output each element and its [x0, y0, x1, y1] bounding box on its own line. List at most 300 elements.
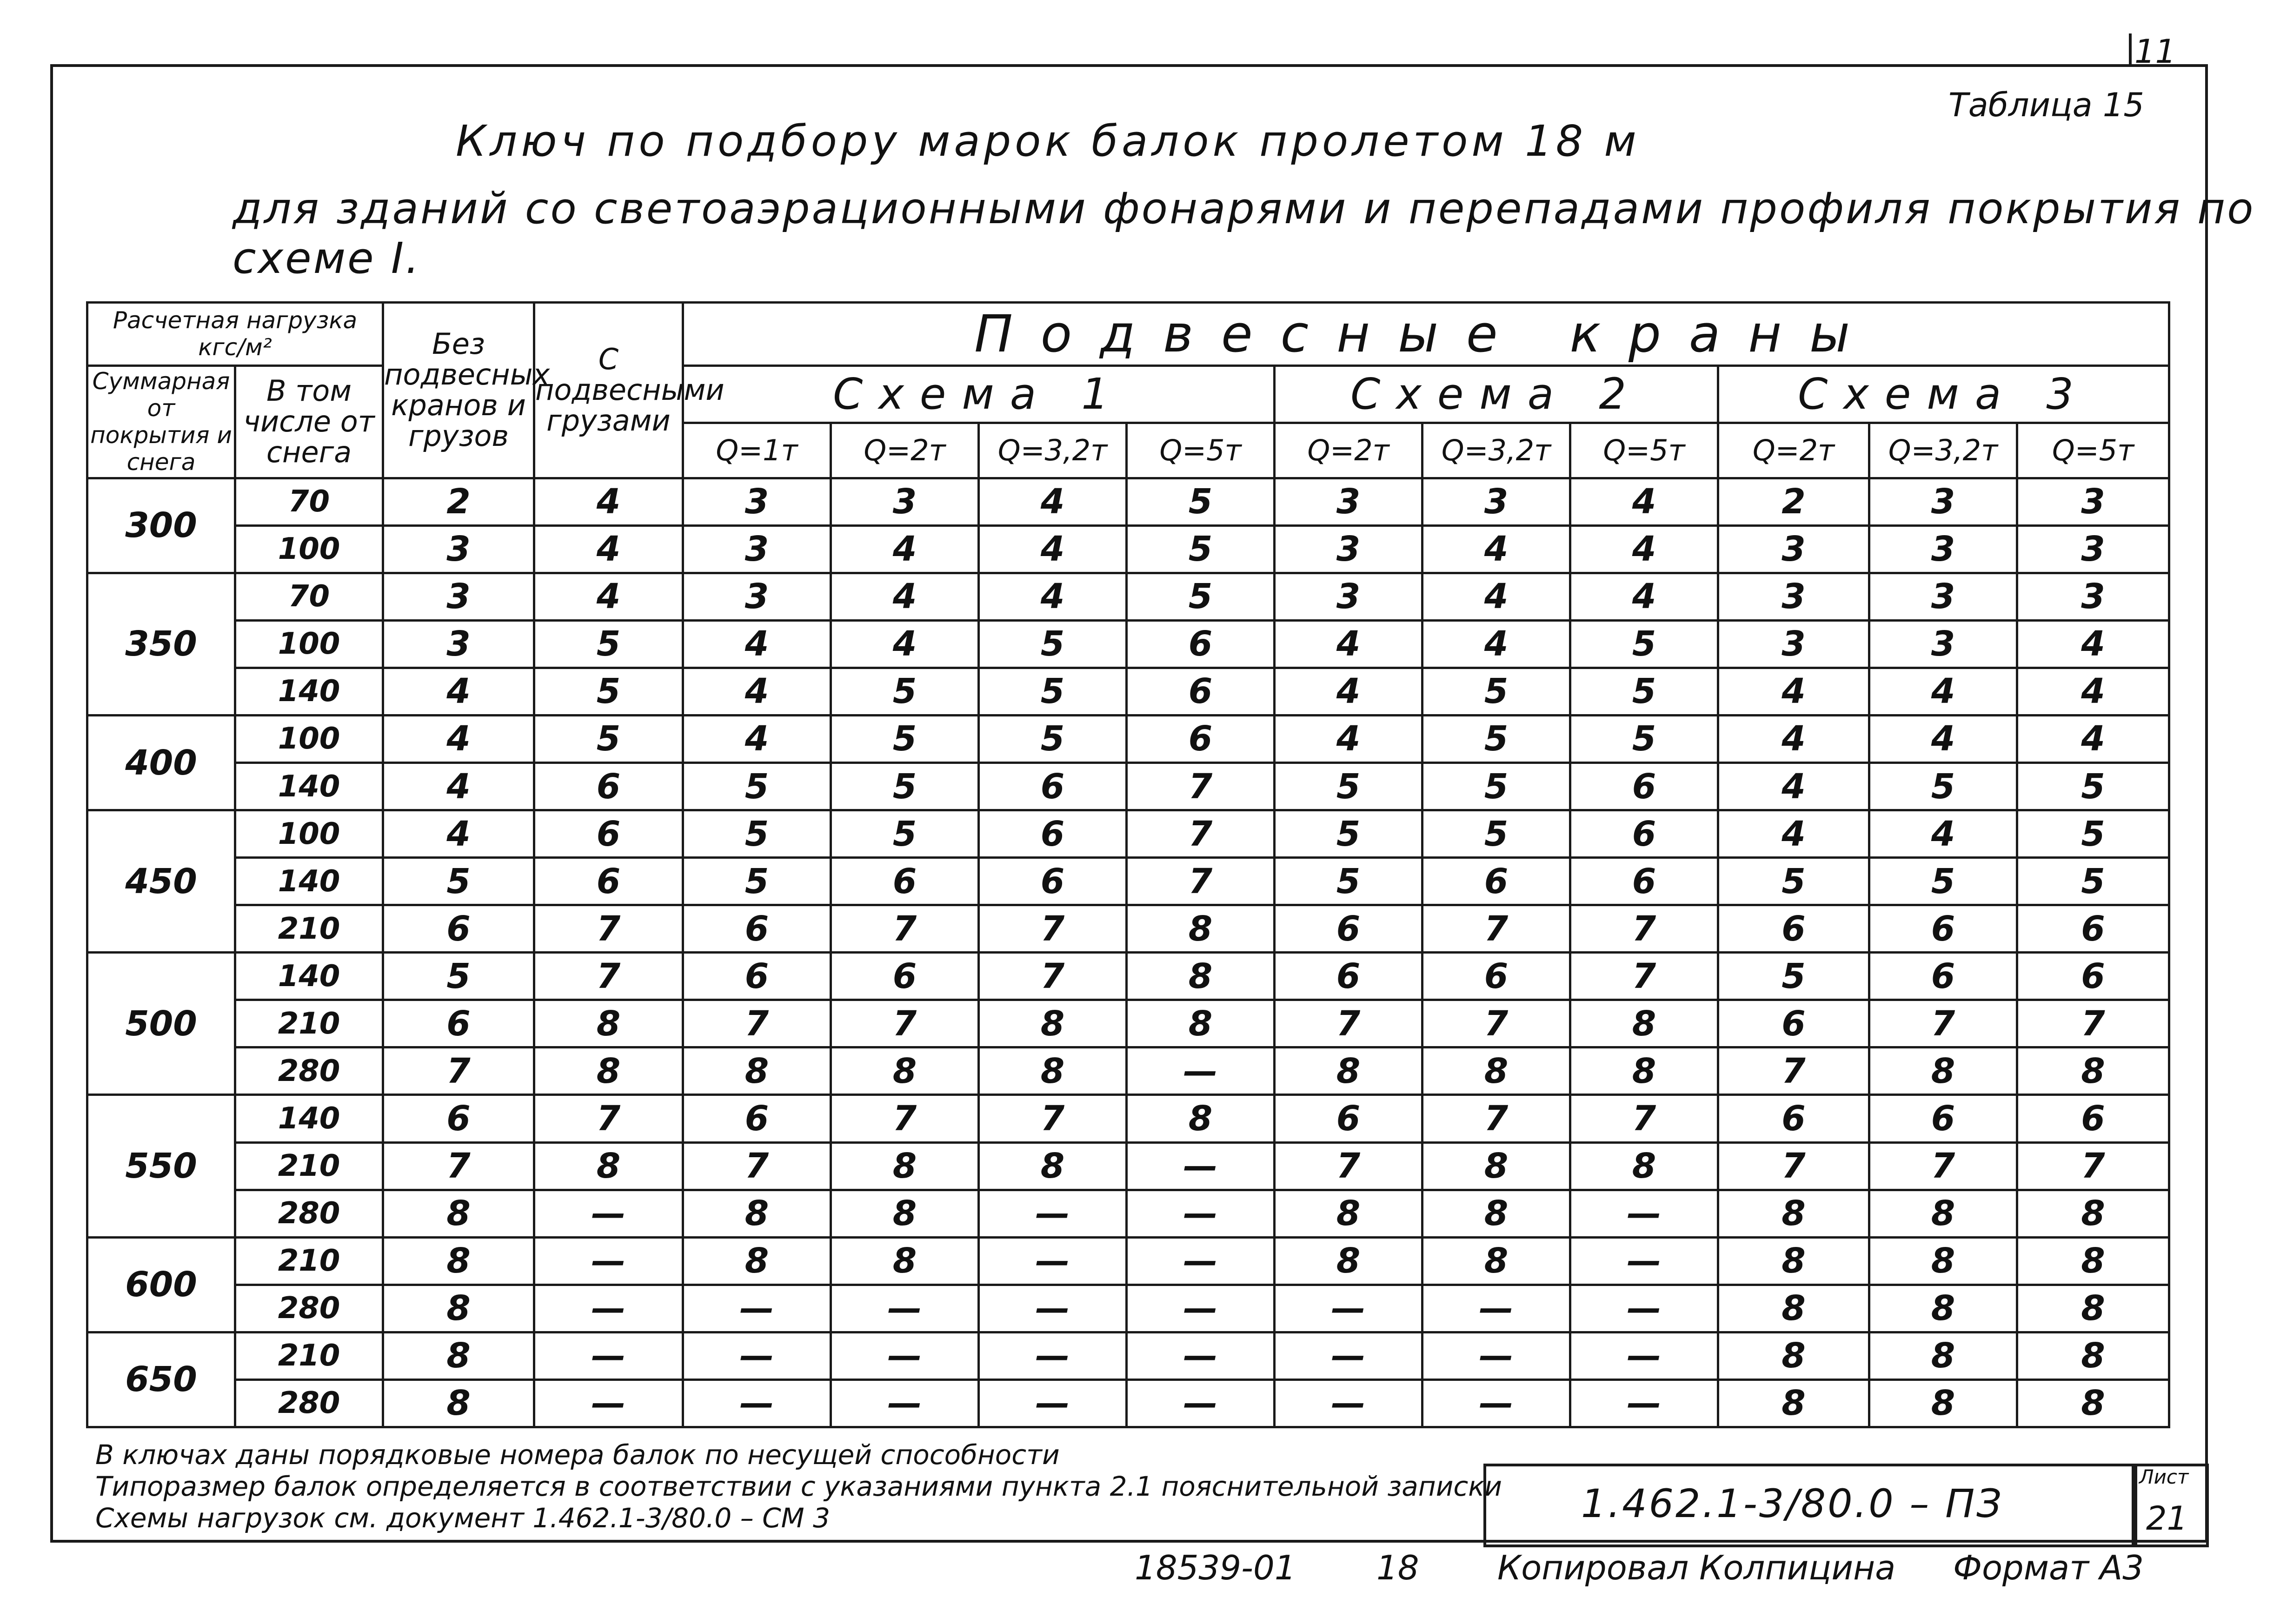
beam-number-cell: —	[831, 1285, 979, 1332]
beam-number-cell: 8	[1869, 1379, 2017, 1427]
beam-number-cell: 7	[1718, 1142, 1869, 1190]
beam-number-cell: 7	[1275, 1000, 1423, 1047]
total-load-cell: 650	[87, 1332, 235, 1427]
beam-number-cell: 5	[683, 858, 831, 905]
beam-number-cell: 6	[1423, 953, 1570, 1000]
beam-number-cell: 8	[1127, 1000, 1275, 1047]
beam-number-cell: 5	[1423, 810, 1570, 858]
beam-number-cell: 7	[831, 1000, 979, 1047]
beam-number-cell: 3	[2017, 478, 2169, 525]
note-line-3: Схемы нагрузок см. документ 1.462.1-3/80.0 – СМ 3	[95, 1502, 831, 1534]
beam-number-cell: 8	[1718, 1332, 1869, 1379]
table-row	[87, 1142, 2169, 1190]
beam-number-cell: 5	[1718, 858, 1869, 905]
snow-load-cell: 140	[235, 953, 383, 1000]
beam-number-cell: —	[1570, 1237, 1718, 1285]
beam-number-cell: 6	[683, 905, 831, 953]
beam-number-cell: 4	[1423, 620, 1570, 668]
scheme-3-header: Схема 3	[1718, 365, 2169, 423]
beam-number-cell: 8	[1423, 1190, 1570, 1237]
snow-load-cell: 100	[235, 715, 383, 762]
total-load-cell: 400	[87, 715, 235, 810]
snow-load-cell: 100	[235, 525, 383, 573]
snow-load-cell: 210	[235, 1142, 383, 1190]
beam-number-cell: 4	[979, 478, 1127, 525]
beam-number-cell: —	[534, 1190, 683, 1237]
beam-number-cell: 7	[1127, 858, 1275, 905]
beam-number-cell: 7	[979, 905, 1127, 953]
beam-number-cell: —	[831, 1332, 979, 1379]
beam-number-cell: 6	[683, 953, 831, 1000]
beam-number-cell: 6	[1275, 1095, 1423, 1142]
beam-number-cell: 8	[1275, 1237, 1423, 1285]
beam-number-cell: 6	[2017, 1095, 2169, 1142]
beam-number-cell: 8	[979, 1142, 1127, 1190]
beam-number-cell: —	[1570, 1190, 1718, 1237]
beam-number-cell: 4	[831, 525, 979, 573]
beam-number-cell: 5	[1570, 620, 1718, 668]
beam-number-cell: 7	[534, 1095, 683, 1142]
beam-number-cell: 8	[1423, 1142, 1570, 1190]
beam-number-cell: 8	[1718, 1285, 1869, 1332]
beam-number-cell: 6	[831, 953, 979, 1000]
beam-number-cell: 5	[1570, 668, 1718, 715]
beam-number-cell: 4	[1275, 668, 1423, 715]
beam-number-cell: 8	[683, 1237, 831, 1285]
beam-number-cell: 3	[1423, 478, 1570, 525]
beam-number-cell: 7	[1127, 763, 1275, 810]
beam-number-cell: 4	[1718, 763, 1869, 810]
beam-number-cell: 4	[383, 668, 534, 715]
total-load-cell: 600	[87, 1237, 235, 1332]
snow-load-cell: 210	[235, 1000, 383, 1047]
beam-number-cell: 8	[534, 1047, 683, 1095]
beam-number-cell: 7	[383, 1142, 534, 1190]
notes	[95, 1439, 1502, 1534]
table-row	[87, 1379, 2169, 1427]
snow-load-cell: 140	[235, 763, 383, 810]
beam-number-cell: —	[1275, 1379, 1423, 1427]
table-body	[87, 303, 2169, 1427]
beam-number-cell: 6	[683, 1095, 831, 1142]
beam-number-cell: 5	[1718, 953, 1869, 1000]
beam-number-cell: 3	[2017, 573, 2169, 620]
beam-number-cell: 3	[1869, 525, 2017, 573]
beam-number-cell: 5	[1423, 763, 1570, 810]
beam-number-cell: 8	[1275, 1047, 1423, 1095]
header-row-1	[87, 303, 2169, 366]
beam-number-cell: 6	[1423, 858, 1570, 905]
beam-number-cell: 5	[831, 668, 979, 715]
beam-number-cell: 6	[1869, 1095, 2017, 1142]
beam-number-cell: —	[534, 1379, 683, 1427]
beam-number-cell: —	[1127, 1237, 1275, 1285]
snow-load-cell: 140	[235, 858, 383, 905]
beam-number-cell: 4	[979, 525, 1127, 573]
beam-number-cell: 8	[383, 1285, 534, 1332]
beam-number-cell: 4	[683, 668, 831, 715]
beam-number-cell: 3	[383, 525, 534, 573]
beam-number-cell: 6	[2017, 905, 2169, 953]
beam-number-cell: 4	[1869, 668, 2017, 715]
beam-number-cell: 6	[979, 810, 1127, 858]
table-row	[87, 1190, 2169, 1237]
beam-number-cell: 7	[979, 1095, 1127, 1142]
beam-number-cell: —	[1127, 1379, 1275, 1427]
beam-number-cell: 6	[979, 858, 1127, 905]
beam-number-cell: 8	[383, 1237, 534, 1285]
beam-number-cell: 4	[383, 763, 534, 810]
beam-number-cell: 8	[534, 1000, 683, 1047]
beam-number-cell: 8	[683, 1047, 831, 1095]
beam-number-cell: 5	[383, 858, 534, 905]
beam-number-cell: —	[1423, 1379, 1570, 1427]
beam-number-cell: 6	[1718, 1000, 1869, 1047]
beam-number-cell: 6	[383, 1095, 534, 1142]
beam-number-cell: 6	[979, 763, 1127, 810]
beam-number-cell: 5	[831, 810, 979, 858]
beam-number-cell: 8	[831, 1047, 979, 1095]
beam-number-cell: 5	[831, 763, 979, 810]
beam-number-cell: 4	[1570, 573, 1718, 620]
beam-number-cell: 2	[1718, 478, 1869, 525]
load-header: Расчетная нагрузка кгс/м²	[87, 303, 383, 366]
scheme-1-header: Схема 1	[683, 365, 1275, 423]
total-load-cell: 300	[87, 478, 235, 573]
beam-number-cell: 6	[534, 810, 683, 858]
beam-number-cell: 8	[2017, 1237, 2169, 1285]
with-crane-header: С подвесными грузами	[534, 303, 683, 478]
document-code: 1.462.1-3/80.0 – ПЗ	[1581, 1481, 2004, 1526]
table-row	[87, 858, 2169, 905]
beam-number-cell: —	[683, 1379, 831, 1427]
beam-number-cell: 8	[1423, 1047, 1570, 1095]
beam-number-cell: —	[683, 1285, 831, 1332]
beam-number-cell: 4	[1718, 668, 1869, 715]
beam-number-cell: 7	[1570, 953, 1718, 1000]
beam-number-cell: 5	[2017, 858, 2169, 905]
cranes-header: Подвесные краны	[683, 303, 2169, 366]
beam-number-cell: 8	[1718, 1190, 1869, 1237]
beam-number-cell: —	[1423, 1285, 1570, 1332]
beam-number-cell: 8	[1869, 1332, 2017, 1379]
beam-number-cell: 6	[1275, 905, 1423, 953]
note-line-1: В ключах даны порядковые номера балок по несущей способности	[95, 1439, 1060, 1471]
beam-number-cell: 5	[1423, 668, 1570, 715]
beam-number-cell: 7	[1570, 905, 1718, 953]
beam-number-cell: 5	[1127, 573, 1275, 620]
beam-number-cell: 5	[683, 810, 831, 858]
beam-number-cell: 7	[1423, 905, 1570, 953]
beam-number-cell: —	[1570, 1285, 1718, 1332]
note-line-2: Типоразмер балок определяется в соответствии с указаниями пункта 2.1 пояснительной записки	[95, 1471, 1502, 1502]
beam-number-cell: 5	[383, 953, 534, 1000]
beam-number-cell: 7	[683, 1142, 831, 1190]
total-load-cell: 500	[87, 953, 235, 1095]
beam-number-cell: 3	[1275, 478, 1423, 525]
total-load-cell: 350	[87, 573, 235, 715]
table-row	[87, 953, 2169, 1000]
table-row	[87, 1047, 2169, 1095]
copied-by: Копировал Колпицина	[1497, 1548, 1896, 1587]
beam-number-cell: 7	[831, 1095, 979, 1142]
capacity-header: Q=3,2т	[979, 423, 1127, 478]
beam-number-cell: 5	[534, 715, 683, 762]
beam-number-cell: 4	[1570, 525, 1718, 573]
beam-number-cell: —	[683, 1332, 831, 1379]
beam-number-cell: 8	[979, 1000, 1127, 1047]
beam-number-cell: 6	[1570, 763, 1718, 810]
beam-number-cell: —	[1127, 1190, 1275, 1237]
beam-number-cell: 8	[831, 1237, 979, 1285]
beam-number-cell: 8	[1570, 1000, 1718, 1047]
beam-number-cell: 8	[383, 1379, 534, 1427]
beam-number-cell: 4	[1570, 478, 1718, 525]
snow-load-cell: 100	[235, 810, 383, 858]
beam-number-cell: —	[979, 1190, 1127, 1237]
snow-load-cell: 280	[235, 1190, 383, 1237]
beam-number-cell: 3	[383, 620, 534, 668]
beam-number-cell: 5	[534, 668, 683, 715]
beam-number-cell: 4	[1718, 715, 1869, 762]
beam-number-cell: 7	[1570, 1095, 1718, 1142]
beam-number-cell: 8	[534, 1142, 683, 1190]
beam-number-cell: 7	[2017, 1000, 2169, 1047]
beam-number-cell: 6	[1570, 810, 1718, 858]
capacity-header: Q=5т	[2017, 423, 2169, 478]
beam-number-cell: 6	[1869, 953, 2017, 1000]
beam-number-cell: 8	[1127, 905, 1275, 953]
table-row	[87, 668, 2169, 715]
snow-load-cell: 210	[235, 1237, 383, 1285]
beam-number-cell: 6	[1275, 953, 1423, 1000]
beam-number-cell: —	[831, 1379, 979, 1427]
beam-number-cell: —	[1570, 1379, 1718, 1427]
beam-number-cell: 7	[1869, 1000, 2017, 1047]
footer-number: 18	[1376, 1548, 1419, 1587]
beam-number-cell: 8	[383, 1190, 534, 1237]
beam-number-cell: 4	[534, 573, 683, 620]
beam-number-cell: 4	[831, 620, 979, 668]
beam-number-cell: —	[1570, 1332, 1718, 1379]
sheet-number: 21	[2146, 1499, 2188, 1538]
beam-number-cell: 5	[979, 668, 1127, 715]
beam-number-cell: 8	[2017, 1332, 2169, 1379]
paper-format: Формат А3	[1953, 1548, 2144, 1587]
beam-number-cell: 8	[1869, 1190, 2017, 1237]
beam-number-cell: 7	[1275, 1142, 1423, 1190]
beam-number-cell: 4	[1275, 620, 1423, 668]
beam-number-cell: 6	[831, 858, 979, 905]
beam-number-cell: 4	[831, 573, 979, 620]
beam-number-cell: 6	[534, 763, 683, 810]
beam-number-cell: 5	[979, 715, 1127, 762]
beam-number-cell: 7	[1869, 1142, 2017, 1190]
beam-number-cell: 8	[2017, 1047, 2169, 1095]
beam-number-cell: 7	[1423, 1000, 1570, 1047]
beam-number-cell: 5	[534, 620, 683, 668]
beam-number-cell: —	[979, 1237, 1127, 1285]
table-row	[87, 1095, 2169, 1142]
table-row	[87, 905, 2169, 953]
beam-number-cell: 4	[683, 620, 831, 668]
no-crane-header: Без подвесных кранов и грузов	[383, 303, 534, 478]
beam-number-cell: —	[1127, 1285, 1275, 1332]
beam-number-cell: 3	[683, 525, 831, 573]
order-number: 18539-01	[1135, 1548, 1296, 1587]
beam-number-cell: 3	[1275, 525, 1423, 573]
beam-number-cell: 8	[1127, 953, 1275, 1000]
table-row	[87, 620, 2169, 668]
beam-number-cell: 3	[1718, 573, 1869, 620]
beam-number-cell: 8	[1718, 1379, 1869, 1427]
beam-number-cell: 3	[383, 573, 534, 620]
snow-load-cell: 70	[235, 573, 383, 620]
beam-number-cell: 3	[1275, 573, 1423, 620]
scheme-2-header: Схема 2	[1275, 365, 1718, 423]
snow-load-cell: 140	[235, 668, 383, 715]
beam-number-cell: 3	[1869, 573, 2017, 620]
beam-number-cell: 8	[1275, 1190, 1423, 1237]
beam-number-cell: 6	[1718, 1095, 1869, 1142]
beam-number-cell: 5	[1869, 763, 2017, 810]
capacity-header: Q=5т	[1127, 423, 1275, 478]
beam-number-cell: 6	[1869, 905, 2017, 953]
beam-number-cell: 8	[2017, 1379, 2169, 1427]
beam-number-cell: 3	[1869, 620, 2017, 668]
beam-number-cell: 5	[831, 715, 979, 762]
table-row	[87, 1285, 2169, 1332]
capacity-header: Q=2т	[1275, 423, 1423, 478]
beam-number-cell: 6	[383, 1000, 534, 1047]
beam-number-cell: 4	[2017, 620, 2169, 668]
capacity-header: Q=2т	[1718, 423, 1869, 478]
beam-number-cell: 8	[1718, 1237, 1869, 1285]
corner-line	[2129, 33, 2132, 65]
sheet-label: Лист	[2139, 1465, 2189, 1488]
total-load-cell: 450	[87, 810, 235, 953]
beam-number-cell: —	[534, 1285, 683, 1332]
beam-number-cell: 3	[831, 478, 979, 525]
snow-load-cell: 100	[235, 620, 383, 668]
beam-number-cell: 3	[1718, 525, 1869, 573]
beam-number-cell: 6	[1718, 905, 1869, 953]
beam-number-cell: 8	[831, 1190, 979, 1237]
beam-number-cell: —	[1127, 1047, 1275, 1095]
title-line-2: для зданий со светоаэрационными фонарями и перепадами профиля покрытия по схеме I.	[233, 184, 2255, 283]
beam-number-cell: —	[534, 1237, 683, 1285]
beam-number-cell: 4	[534, 525, 683, 573]
beam-number-cell: 8	[683, 1190, 831, 1237]
beam-number-cell: 3	[2017, 525, 2169, 573]
beam-number-cell: 8	[979, 1047, 1127, 1095]
beam-number-cell: 7	[383, 1047, 534, 1095]
beam-number-cell: 4	[534, 478, 683, 525]
beam-number-cell: 5	[683, 763, 831, 810]
beam-number-cell: 8	[1570, 1142, 1718, 1190]
beam-number-cell: 7	[683, 1000, 831, 1047]
beam-number-cell: —	[1423, 1332, 1570, 1379]
beam-number-cell: —	[534, 1332, 683, 1379]
snow-load-cell: 210	[235, 1332, 383, 1379]
capacity-header: Q=1т	[683, 423, 831, 478]
beam-number-cell: 4	[2017, 715, 2169, 762]
beam-number-cell: 4	[1869, 810, 2017, 858]
beam-number-cell: 8	[1869, 1047, 2017, 1095]
capacity-header: Q=2т	[831, 423, 979, 478]
beam-number-cell: 3	[683, 478, 831, 525]
beam-number-cell: —	[1275, 1285, 1423, 1332]
beam-number-cell: 8	[2017, 1285, 2169, 1332]
snow-load-cell: 70	[235, 478, 383, 525]
beam-number-cell: 6	[383, 905, 534, 953]
snow-load-cell: 210	[235, 905, 383, 953]
beam-number-cell: 4	[683, 715, 831, 762]
beam-number-cell: 5	[1127, 525, 1275, 573]
total-load-header: Суммарная от покрытия и снега	[87, 365, 235, 478]
table-row	[87, 478, 2169, 525]
beam-number-cell: 7	[534, 905, 683, 953]
beam-number-cell: 4	[1423, 525, 1570, 573]
beam-number-cell: 5	[1570, 715, 1718, 762]
beam-number-cell: —	[1275, 1332, 1423, 1379]
beam-number-cell: 8	[1869, 1285, 2017, 1332]
beam-number-cell: —	[979, 1285, 1127, 1332]
corner-mark: 11	[2134, 33, 2176, 71]
table-row	[87, 525, 2169, 573]
beam-number-cell: 3	[683, 573, 831, 620]
beam-number-cell: 8	[1127, 1095, 1275, 1142]
table-row	[87, 1332, 2169, 1379]
beam-number-cell: 6	[534, 858, 683, 905]
capacity-header: Q=5т	[1570, 423, 1718, 478]
beam-number-cell: —	[1127, 1142, 1275, 1190]
beam-number-cell: 7	[1423, 1095, 1570, 1142]
table-row	[87, 1000, 2169, 1047]
beam-number-cell: 4	[383, 715, 534, 762]
beam-number-cell: 4	[1869, 715, 2017, 762]
snow-load-cell: 140	[235, 1095, 383, 1142]
capacity-header: Q=3,2т	[1423, 423, 1570, 478]
table-row	[87, 715, 2169, 762]
beam-number-cell: 7	[534, 953, 683, 1000]
beam-number-cell: 6	[1127, 715, 1275, 762]
beam-number-cell: 5	[1275, 858, 1423, 905]
beam-number-cell: 8	[1570, 1047, 1718, 1095]
beam-number-cell: —	[979, 1332, 1127, 1379]
beam-number-cell: 7	[831, 905, 979, 953]
table-number: Таблица 15	[1948, 86, 2144, 124]
beam-number-cell: —	[1127, 1332, 1275, 1379]
beam-number-cell: 4	[1275, 715, 1423, 762]
beam-number-cell: 6	[1127, 620, 1275, 668]
beam-number-cell: 5	[1127, 478, 1275, 525]
beam-number-cell: 5	[1869, 858, 2017, 905]
beam-number-cell: 6	[2017, 953, 2169, 1000]
beam-number-cell: 7	[2017, 1142, 2169, 1190]
beam-number-cell: —	[979, 1379, 1127, 1427]
beam-number-cell: 5	[2017, 763, 2169, 810]
snow-load-cell: 280	[235, 1379, 383, 1427]
table-row	[87, 573, 2169, 620]
beam-number-cell: 4	[383, 810, 534, 858]
beam-number-cell: 5	[1423, 715, 1570, 762]
beam-number-cell: 8	[831, 1142, 979, 1190]
table-row	[87, 1237, 2169, 1285]
beam-number-cell: 3	[1869, 478, 2017, 525]
table-row	[87, 810, 2169, 858]
beam-number-cell: 4	[2017, 668, 2169, 715]
